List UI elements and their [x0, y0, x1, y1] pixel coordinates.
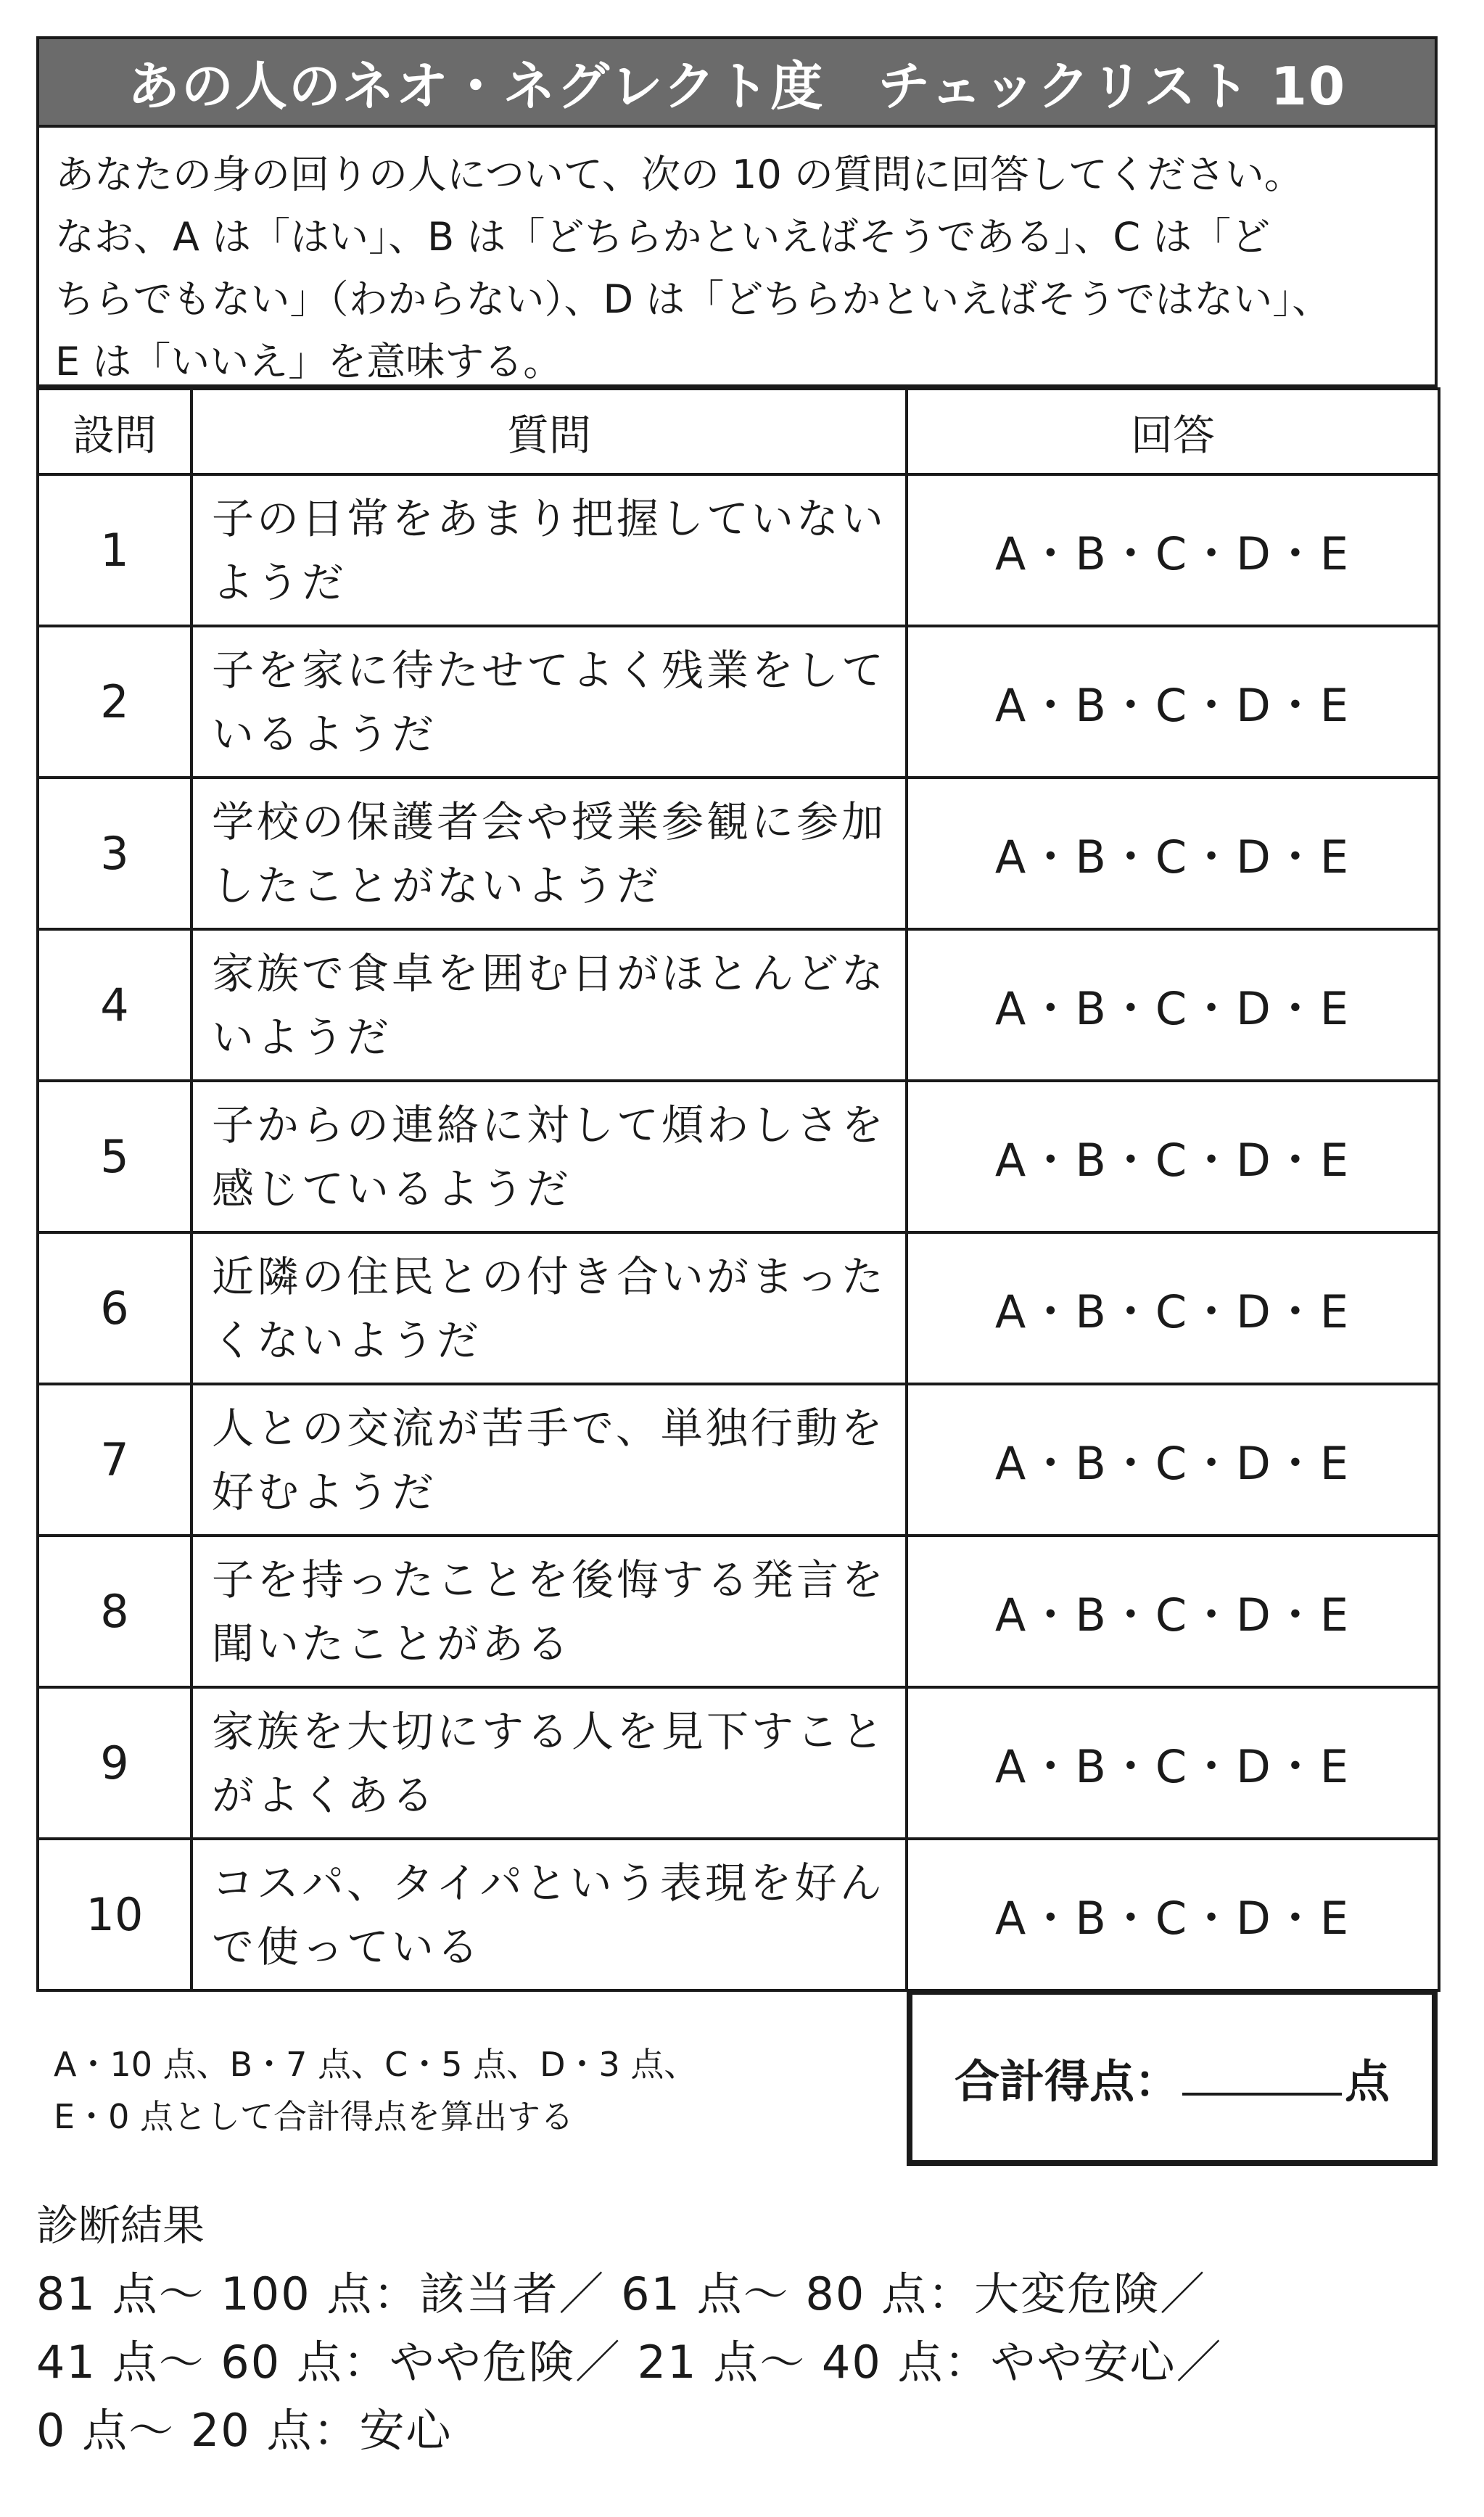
answer-options[interactable]: A・B・C・D・E [907, 1536, 1439, 1687]
question-number: 8 [38, 1536, 191, 1687]
diagnosis-line: 41 点〜 60 点：やや危険／ 21 点〜 40 点：やや安心／ [36, 2336, 1223, 2389]
question-number: 6 [38, 1232, 191, 1384]
answer-options[interactable]: A・B・C・D・E [907, 1839, 1439, 1990]
answer-options[interactable]: A・B・C・D・E [907, 1384, 1439, 1536]
checklist-sheet [36, 36, 1438, 2180]
diagnosis-line: 0 点〜 20 点：安心 [36, 2404, 453, 2457]
question-text: 近隣の住民との付き合いがまったくないようだ [191, 1232, 907, 1384]
answer-options[interactable]: A・B・C・D・E [907, 778, 1439, 929]
scoring-line: A・10 点、B・7 点、C・5 点、D・3 点、 [54, 2045, 698, 2084]
checklist-title: あの人のネオ・ネグレクト度 チェックリスト 10 [36, 36, 1438, 128]
question-number: 10 [38, 1839, 191, 1990]
question-number: 9 [38, 1687, 191, 1839]
question-number: 2 [38, 626, 191, 778]
header-answer: 回答 [907, 389, 1439, 474]
question-text: 子を家に待たせてよく残業をしているようだ [191, 626, 907, 778]
question-text: コスパ、タイパという表現を好んで使っている [191, 1839, 907, 1990]
header-question: 質問 [191, 389, 907, 474]
instructions [36, 128, 1438, 387]
instruction-line: なお、A は「はい」、B は「どちらかといえばそうである」、C は「ど [55, 214, 1271, 260]
question-number: 4 [38, 929, 191, 1081]
question-text: 子の日常をあまり把握していないようだ [191, 474, 907, 626]
answer-options[interactable]: A・B・C・D・E [907, 626, 1439, 778]
table-row [38, 1687, 1439, 1839]
answer-options[interactable]: A・B・C・D・E [907, 1687, 1439, 1839]
question-text: 人との交流が苦手で、単独行動を好むようだ [191, 1384, 907, 1536]
answer-options[interactable]: A・B・C・D・E [907, 929, 1439, 1081]
question-table [36, 387, 1440, 1992]
question-text: 子からの連絡に対して煩わしさを感じているようだ [191, 1081, 907, 1232]
question-number: 1 [38, 474, 191, 626]
question-text: 家族で食卓を囲む日がほとんどないようだ [191, 929, 907, 1081]
question-text: 学校の保護者会や授業参観に参加したことがないようだ [191, 778, 907, 929]
question-number: 7 [38, 1384, 191, 1536]
total-score-blank[interactable] [1182, 2059, 1342, 2096]
table-row [38, 1536, 1439, 1687]
question-number: 3 [38, 778, 191, 929]
diagnosis-line: 81 点〜 100 点：該当者／ 61 点〜 80 点：大変危険／ [36, 2267, 1206, 2320]
instruction-line: あなたの身の回りの人について、次の 10 の質問に回答してください。 [55, 152, 1303, 197]
question-text: 家族を大切にする人を見下すことがよくある [191, 1687, 907, 1839]
question-text: 子を持ったことを後悔する発言を聞いたことがある [191, 1536, 907, 1687]
question-number: 5 [38, 1081, 191, 1232]
answer-options[interactable]: A・B・C・D・E [907, 1232, 1439, 1384]
diagnosis-section [36, 2191, 1438, 2465]
table-row [38, 929, 1439, 1081]
table-row [38, 1081, 1439, 1232]
table-row [38, 1839, 1439, 1990]
header-number: 設問 [38, 389, 191, 474]
table-row [38, 778, 1439, 929]
table-row [38, 626, 1439, 778]
scoring-area [36, 1992, 1438, 2180]
scoring-line: E・0 点として合計得点を算出する [54, 2097, 574, 2136]
table-row [38, 474, 1439, 626]
total-score-unit: 点 [1345, 2054, 1390, 2108]
scoring-note [54, 2038, 888, 2143]
total-score-box [907, 1989, 1438, 2166]
total-score-label: 合計得点： [954, 2054, 1179, 2108]
instruction-line: E は「いいえ」を意味する。 [55, 339, 563, 384]
answer-options[interactable]: A・B・C・D・E [907, 474, 1439, 626]
table-row [38, 1384, 1439, 1536]
diagnosis-heading: 診断結果 [36, 2201, 205, 2250]
instruction-line: ちらでもない」（わからない）、D は「どちらかといえばそうではない」、 [55, 276, 1332, 322]
table-row [38, 1232, 1439, 1384]
table-header-row [38, 389, 1439, 474]
answer-options[interactable]: A・B・C・D・E [907, 1081, 1439, 1232]
